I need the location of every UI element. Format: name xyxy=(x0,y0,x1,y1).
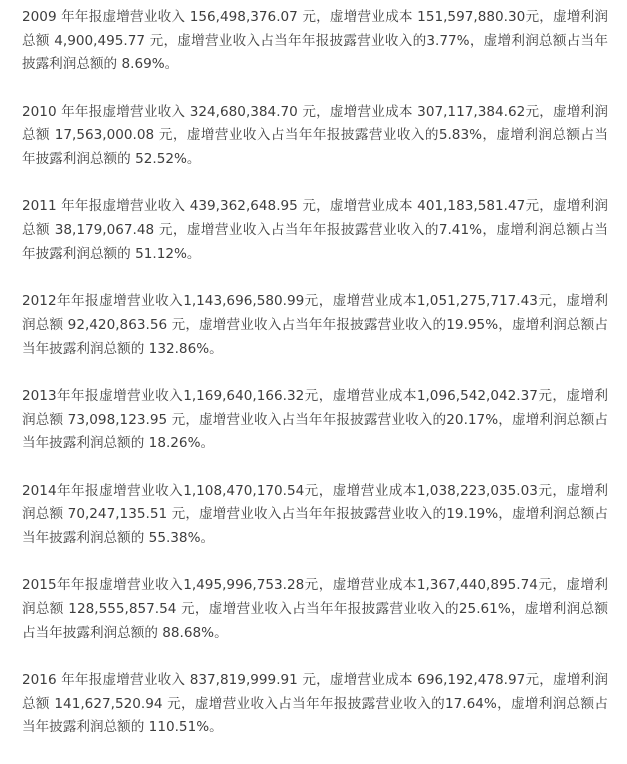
paragraph-2015: 2015年年报虚增营业收入1,495,996,753.28元，虚增营业成本1,367,440,895.74元，虚增利润总额 128,555,857.54 元，虚增营业收入占当年年报披露营业收入的25.61%，虚增利润总额占当年披露利润总额的 88.68%。 xyxy=(22,577,608,641)
paragraph-2016: 2016 年年报虚增营业收入 837,819,999.91 元，虚增营业成本 696,192,478.97元，虚增利润总额 141,627,520.94 元，虚增营业收入占当年年报披露营业收入的17.64%，虚增利润总额占当年披露利润总额的 110.51%。 xyxy=(22,671,608,736)
paragraph-2012: 2012年年报虚增营业收入1,143,696,580.99元，虚增营业成本1,051,275,717.43元，虚增利润总额 92,420,863.56 元，虚增营业收入占当年年报披露营业收入的19.95%，虚增利润总额占当年披露利润总额的 132.86%。 xyxy=(22,293,608,357)
paragraph-2009: 2009 年年报虚增营业收入 156,498,376.07 元，虚增营业成本 151,597,880.30元，虚增利润总额 4,900,495.77 元，虚增营业收入占当年年报披露营业收入的3.77%，虚增利润总额占当年披露利润总额的 8.69%。 xyxy=(22,9,608,73)
paragraph-2013: 2013年年报虚增营业收入1,169,640,166.32元，虚增营业成本1,096,542,042.37元，虚增利润总额 73,098,123.95 元，虚增营业收入占当年年报披露营业收入的20.17%，虚增利润总额占当年披露利润总额的 18.26%。 xyxy=(22,387,608,452)
paragraph-2014: 2014年年报虚增营业收入1,108,470,170.54元，虚增营业成本1,038,223,035.03元，虚增利润总额 70,247,135.51 元，虚增营业收入占当年年报披露营业收入的19.19%，虚增利润总额占当年披露利润总额的 55.38%。 xyxy=(22,482,608,546)
paragraph-2010: 2010 年年报虚增营业收入 324,680,384.70 元，虚增营业成本 307,117,384.62元，虚增利润总额 17,563,000.08 元，虚增营业收入占当年年报披露营业收入的5.83%，虚增利润总额占当年披露利润总额的 52.52%。 xyxy=(22,103,608,168)
article-body xyxy=(22,6,608,764)
paragraph-2011: 2011 年年报虚增营业收入 439,362,648.95 元，虚增营业成本 401,183,581.47元，虚增利润总额 38,179,067.48 元，虚增营业收入占当年年报披露营业收入的7.41%，虚增利润总额占当年披露利润总额的 51.12%。 xyxy=(22,198,608,262)
